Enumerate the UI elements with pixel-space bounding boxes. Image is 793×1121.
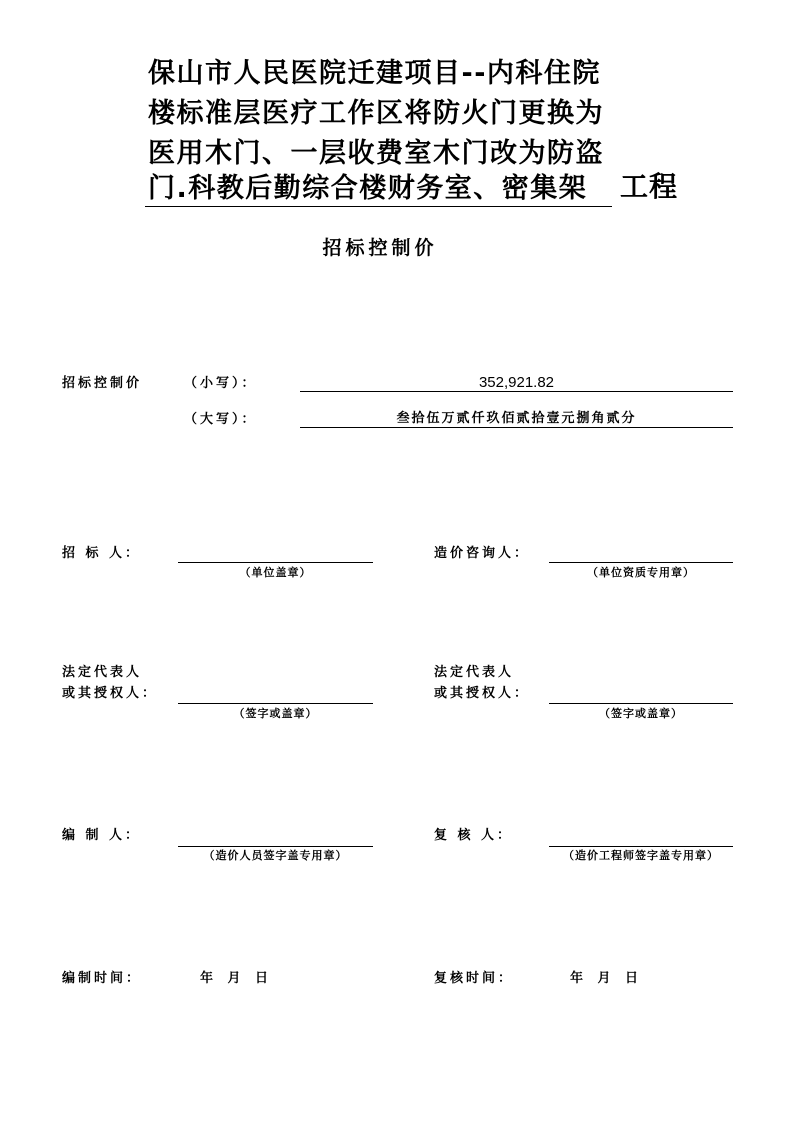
reviewer-note: （造价工程师签字盖专用章）	[563, 849, 719, 862]
consultant-label: 造价咨询人：	[434, 546, 531, 561]
compiler-label: 编 制 人：	[62, 828, 142, 843]
review-date-value: 年 月 日	[570, 971, 639, 986]
legal-rep-right-label-2: 或其授权人：	[434, 686, 531, 701]
tenderer-label: 招 标 人：	[62, 546, 142, 561]
legal-rep-left-note: （签字或盖章）	[233, 707, 318, 720]
reviewer-label: 复 核 人：	[434, 828, 514, 843]
reviewer-signature-line	[549, 846, 733, 847]
upper-case-value: 叁拾伍万贰仟玖佰贰拾壹元捌角贰分	[396, 411, 637, 426]
compile-date-value: 年 月 日	[200, 971, 269, 986]
title-suffix: 工程	[620, 170, 679, 203]
legal-rep-right-note: （签字或盖章）	[599, 707, 683, 720]
legal-rep-left-label-1: 法定代表人	[62, 665, 143, 680]
title-line-1: 保山市人民医院迁建项目--内科住院	[148, 58, 601, 89]
review-date-label: 复核时间：	[434, 971, 515, 986]
consultant-note: （单位资质专用章）	[587, 566, 695, 579]
lower-case-rule	[300, 391, 733, 392]
tenderer-signature-line	[178, 562, 373, 563]
upper-case-rule	[300, 427, 733, 428]
lower-case-value: 352,921.82	[478, 374, 555, 391]
title-line-2: 楼标准层医疗工作区将防火门更换为	[148, 98, 604, 129]
lower-case-label: （小写）：	[184, 376, 258, 391]
title-line-4: 门.科教后勤综合楼财务室、密集架	[148, 173, 588, 204]
title-line-3: 医用木门、一层收费室木门改为防盗	[148, 138, 604, 169]
compile-date-label: 编制时间：	[62, 971, 143, 986]
compiler-note: （造价人员签字盖专用章）	[203, 849, 348, 862]
compiler-signature-line	[178, 846, 373, 847]
legal-rep-right-signature-line	[549, 703, 733, 704]
control-price-label: 招标控制价	[62, 376, 143, 391]
legal-rep-right-label-1: 法定代表人	[434, 665, 515, 680]
upper-case-label: （大写）：	[184, 412, 258, 427]
tenderer-note: （单位盖章）	[239, 566, 312, 579]
page-subtitle: 招标控制价	[322, 237, 438, 259]
legal-rep-left-label-2: 或其授权人：	[62, 686, 159, 701]
legal-rep-left-signature-line	[178, 703, 373, 704]
consultant-signature-line	[549, 562, 733, 563]
title-line-4-underlined	[145, 173, 612, 207]
